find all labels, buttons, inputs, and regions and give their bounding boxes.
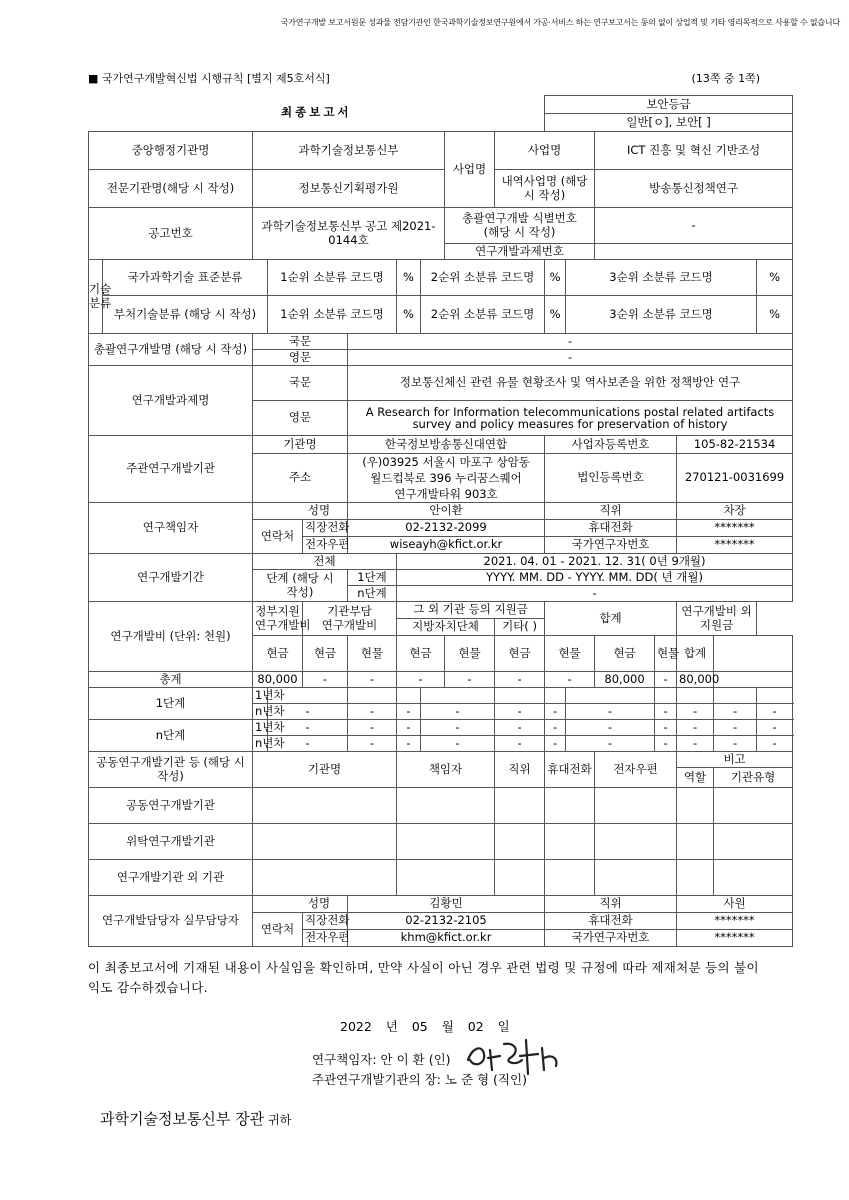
budget-dash: - (655, 704, 677, 720)
staff-email-label: 전자우편 (303, 930, 348, 947)
corp-no-label: 법인등록번호 (545, 454, 677, 503)
total-name-kor-label: 국문 (253, 334, 348, 350)
budget-dash: - (495, 704, 545, 720)
period-label: 연구개발기간 (89, 554, 253, 602)
business-sub-label: 내역사업명 (해당 시 작성) (495, 170, 595, 208)
staff-name-label: 성명 (253, 896, 348, 913)
confirmation-statement: 이 최종보고서에 기재된 내용이 사실임을 확인하며, 만약 사실이 아닌 경우 관련 법령 및 규정에 따라 제재처분 등의 불이익도 감수하겠습니다. (88, 960, 759, 995)
budget-total-cell: - (303, 672, 348, 688)
budget-total-cell: - (655, 672, 677, 688)
task-no-value (595, 244, 793, 260)
staff-rid: ******* (677, 930, 793, 947)
national-pct-2: % (545, 260, 566, 296)
total-id-value: - (595, 208, 793, 244)
ministry-code-3: 3순위 소분류 코드명 (566, 296, 757, 334)
budget-sum-cash: 현금 (595, 636, 655, 672)
pi-rid-label: 국가연구자번호 (545, 537, 677, 554)
ministry-code-1: 1순위 소분류 코드명 (268, 296, 397, 334)
budget-dash: - (655, 720, 677, 736)
pi-tel-label: 직장전화 (303, 520, 348, 537)
budget-dash: - (545, 736, 566, 752)
budget-non-header: 연구개발비 외 지원금 (677, 602, 757, 636)
national-code-3: 3순위 소분류 코드명 (566, 260, 757, 296)
budget-local-kind: 현물 (445, 636, 495, 672)
project-title-eng-value: A Research for Information telecommunications postal related artifacts survey and policy measures for preservation of history (348, 401, 793, 436)
budget-dash: - (495, 720, 545, 736)
budget-dash: - (566, 736, 655, 752)
budget-total-cell: - (397, 672, 445, 688)
joint-row-label: 위탁연구개발기관 (89, 824, 253, 860)
business-name-value: ICT 진흥 및 혁신 기반조성 (595, 132, 793, 170)
budget-total-cell: 80,000 (253, 672, 303, 688)
period-total: 2021. 04. 01 - 2021. 12. 31( 0년 9개월) (397, 554, 793, 570)
specialized-agency-value: 정보통신기획평가원 (253, 170, 445, 208)
joint-row-label: 공동연구개발기관 (89, 788, 253, 824)
budget-dash: - (421, 736, 495, 752)
budget-dash: - (677, 736, 714, 752)
budget-y1-label: 1년차 (253, 720, 268, 736)
budget-total-cell: - (545, 672, 595, 688)
security-label: 보안등급 (545, 96, 793, 114)
lead-org-addr: (우)03925 서울시 마포구 상암동 월드컵북로 396 누리꿈스퀘어 연구개발타워 903호 (348, 454, 545, 503)
budget-org-header: 기관부담 연구개발비 (303, 602, 397, 636)
lead-org-addr-label: 주소 (253, 454, 348, 503)
project-title-eng-label: 영문 (253, 401, 348, 436)
joint-row-label: 연구개발기관 외 기관 (89, 860, 253, 896)
budget-dash: - (677, 704, 714, 720)
joint-pos-header: 직위 (495, 752, 545, 788)
budget-local-cash: 현금 (397, 636, 445, 672)
national-pct-3: % (757, 260, 793, 296)
budget-dash: - (348, 720, 397, 736)
project-title-label: 연구개발과제명 (89, 366, 253, 436)
recipient (100, 1108, 291, 1129)
joint-note-header: 비고 (677, 752, 793, 768)
period-sn-label: n단계 (348, 586, 397, 602)
announcement-value: 과학기술정보통신부 공고 제2021-0144호 (253, 208, 445, 260)
budget-dash: - (348, 736, 397, 752)
staff-contact-label: 연락처 (253, 913, 303, 947)
budget-total-cell (714, 672, 793, 688)
budget-total-cell: - (348, 672, 397, 688)
budget-sum-header: 합계 (545, 602, 677, 636)
total-name-eng-value: - (348, 350, 793, 366)
org-head-signature-line: 주관연구개발기관의 장: 노 준 형 (직인) (312, 1072, 527, 1087)
total-name-kor-value: - (348, 334, 793, 350)
budget-dash: - (757, 720, 793, 736)
budget-org-cash: 현금 (303, 636, 348, 672)
budget-dash: - (566, 704, 655, 720)
budget-dash: - (714, 736, 757, 752)
lead-org-name: 한국정보방송통신대연합 (348, 436, 545, 454)
budget-etc-header: 기타( ) (495, 619, 545, 636)
staff-pos: 사원 (677, 896, 793, 913)
budget-total-cell: 80,000 (677, 672, 714, 688)
period-sn: - (397, 586, 793, 602)
budget-etc-kind: 현물 (545, 636, 595, 672)
business-label: 사업명 (445, 132, 495, 208)
budget-dash: - (397, 720, 421, 736)
budget-dash: - (677, 720, 714, 736)
joint-email-header: 전자우편 (595, 752, 677, 788)
budget-dash: - (655, 736, 677, 752)
budget-label: 연구개발비 (단위: 천원) (89, 602, 253, 672)
pi-name: 안이환 (348, 503, 545, 520)
pi-pos: 차장 (677, 503, 793, 520)
period-s1: YYYY. MM. DD - YYYY. MM. DD( 년 개월) (397, 570, 793, 586)
budget-total-cell: 80,000 (595, 672, 655, 688)
national-pct-1: % (397, 260, 421, 296)
ministry-pct-1: % (397, 296, 421, 334)
budget-s1-label: 1단계 (89, 688, 253, 720)
budget-dash: - (268, 720, 348, 736)
pi-rid: ******* (677, 537, 793, 554)
budget-dash: - (495, 736, 545, 752)
budget-yn-label: n년차 (253, 736, 268, 752)
recipient-name: 과학기술정보통신부 장관 (100, 1110, 265, 1128)
pi-tel: 02-2132-2099 (348, 520, 545, 537)
pi-email: wiseayh@kfict.or.kr (348, 537, 545, 554)
budget-gov-header: 정부지원 연구개발비 (253, 602, 303, 636)
budget-org-kind: 현물 (348, 636, 397, 672)
page-info: (13쪽 중 1쪽) (691, 72, 760, 85)
budget-total-cell: - (445, 672, 495, 688)
lead-org-name-label: 기관명 (253, 436, 348, 454)
specialized-agency-label: 전문기관명(해당 시 작성) (89, 170, 253, 208)
budget-dash: - (421, 720, 495, 736)
total-name-label: 총괄연구개발명 (해당 시 작성) (89, 334, 253, 366)
pi-pos-label: 직위 (545, 503, 677, 520)
pi-label: 연구책임자 (89, 503, 253, 554)
staff-tel: 02-2132-2105 (348, 913, 545, 930)
budget-dash: - (397, 704, 421, 720)
business-name-label: 사업명 (495, 132, 595, 170)
biz-no-value: 105-82-21534 (677, 436, 793, 454)
handwritten-signature-icon (460, 1030, 590, 1080)
budget-dash: - (268, 704, 348, 720)
budget-dash: - (714, 704, 757, 720)
joint-head-header: 책임자 (397, 752, 495, 788)
joint-mobile-header: 휴대전화 (545, 752, 595, 788)
budget-sn-label: n단계 (89, 720, 253, 752)
central-agency-label: 중앙행정기관명 (89, 132, 253, 170)
budget-dash: - (757, 704, 793, 720)
national-code-1: 1순위 소분류 코드명 (268, 260, 397, 296)
announcement-label: 공고번호 (89, 208, 253, 260)
budget-etc-cash: 현금 (495, 636, 545, 672)
budget-sum-total: 합계 (677, 636, 714, 672)
lead-org-label: 주관연구개발기관 (89, 436, 253, 503)
national-class-label: 국가과학기술 표준분류 (103, 260, 268, 296)
staff-label: 연구개발담당자 실무담당자 (89, 896, 253, 947)
period-stage-label: 단계 (해당 시 작성) (253, 570, 348, 602)
recipient-suffix: 귀하 (268, 1113, 292, 1127)
pi-name-label: 성명 (253, 503, 348, 520)
security-value: 일반[ㅇ], 보안[ ] (545, 114, 793, 132)
joint-org-header: 기관명 (253, 752, 397, 788)
total-name-eng-label: 영문 (253, 350, 348, 366)
pi-email-label: 전자우편 (303, 537, 348, 554)
central-agency-value: 과학기술정보통신부 (253, 132, 445, 170)
project-title-kor-value: 정보통신체신 관련 유물 현황조사 및 역사보존을 위한 정책방안 연구 (348, 366, 793, 401)
staff-tel-label: 직장전화 (303, 913, 348, 930)
budget-total-cell: - (495, 672, 545, 688)
total-id-label: 총괄연구개발 식별번호 (해당 시 작성) (445, 208, 595, 244)
budget-dash: - (566, 720, 655, 736)
ministry-pct-3: % (757, 296, 793, 334)
budget-dash: - (397, 736, 421, 752)
task-no-label: 연구개발과제번호 (445, 244, 595, 260)
budget-dash: - (545, 720, 566, 736)
staff-rid-label: 국가연구자번호 (545, 930, 677, 947)
tech-class-label: 기술 분류 (89, 260, 103, 334)
budget-dash: - (757, 736, 793, 752)
usage-notice: 국가연구개발 보고서원문 성과물 전담기관인 한국과학기술정보연구원에서 가공·서비스 하는 연구보고서는 동의 없이 상업적 및 기타 영리목적으로 사용할 수 없습니다 (280, 18, 840, 27)
form-reference: ■ 국가연구개발혁신법 시행규칙 [별지 제5호서식] (88, 72, 330, 85)
ministry-class-label: 부처기술분류 (해당 시 작성) (103, 296, 268, 334)
budget-gov-cash: 현금 (253, 636, 303, 672)
budget-dash: - (714, 720, 757, 736)
budget-total-label: 총계 (89, 672, 253, 688)
budget-dash: - (545, 704, 566, 720)
report-date: 2022 년 05 월 02 일 (340, 1019, 510, 1034)
budget-dash: - (421, 704, 495, 720)
period-s1-label: 1단계 (348, 570, 397, 586)
budget-local-header: 지방자치단체 (397, 619, 495, 636)
pi-mobile: ******* (677, 520, 793, 537)
period-total-label: 전체 (253, 554, 397, 570)
biz-no-label: 사업자등록번호 (545, 436, 677, 454)
pi-signature-line: 연구책임자: 안 이 환 (인) (312, 1052, 451, 1067)
budget-sum-kind: 현물 (655, 636, 677, 672)
staff-mobile-label: 휴대전화 (545, 913, 677, 930)
ministry-code-2: 2순위 소분류 코드명 (421, 296, 545, 334)
budget-other-header: 그 외 기관 등의 지원금 (397, 602, 545, 619)
report-title: 최종보고서 (89, 96, 545, 132)
staff-name: 김황민 (348, 896, 545, 913)
staff-mobile: ******* (677, 913, 793, 930)
national-code-2: 2순위 소분류 코드명 (421, 260, 545, 296)
budget-yn-label: n년차 (253, 704, 268, 720)
joint-type-header: 기관유형 (714, 768, 793, 788)
pi-contact-label: 연락처 (253, 520, 303, 554)
staff-pos-label: 직위 (545, 896, 677, 913)
business-sub-value: 방송통신정책연구 (595, 170, 793, 208)
corp-no-value: 270121-0031699 (677, 454, 793, 503)
budget-non-cash (714, 636, 793, 672)
report-form-table (88, 95, 793, 947)
budget-dash: - (268, 736, 348, 752)
staff-email: khm@kfict.or.kr (348, 930, 545, 947)
budget-y1-label: 1년차 (253, 688, 268, 704)
ministry-pct-2: % (545, 296, 566, 334)
joint-role-header: 역할 (677, 768, 714, 788)
budget-dash: - (348, 704, 397, 720)
pi-mobile-label: 휴대전화 (545, 520, 677, 537)
project-title-kor-label: 국문 (253, 366, 348, 401)
joint-label: 공동연구개발기관 등 (해당 시 작성) (89, 752, 253, 788)
